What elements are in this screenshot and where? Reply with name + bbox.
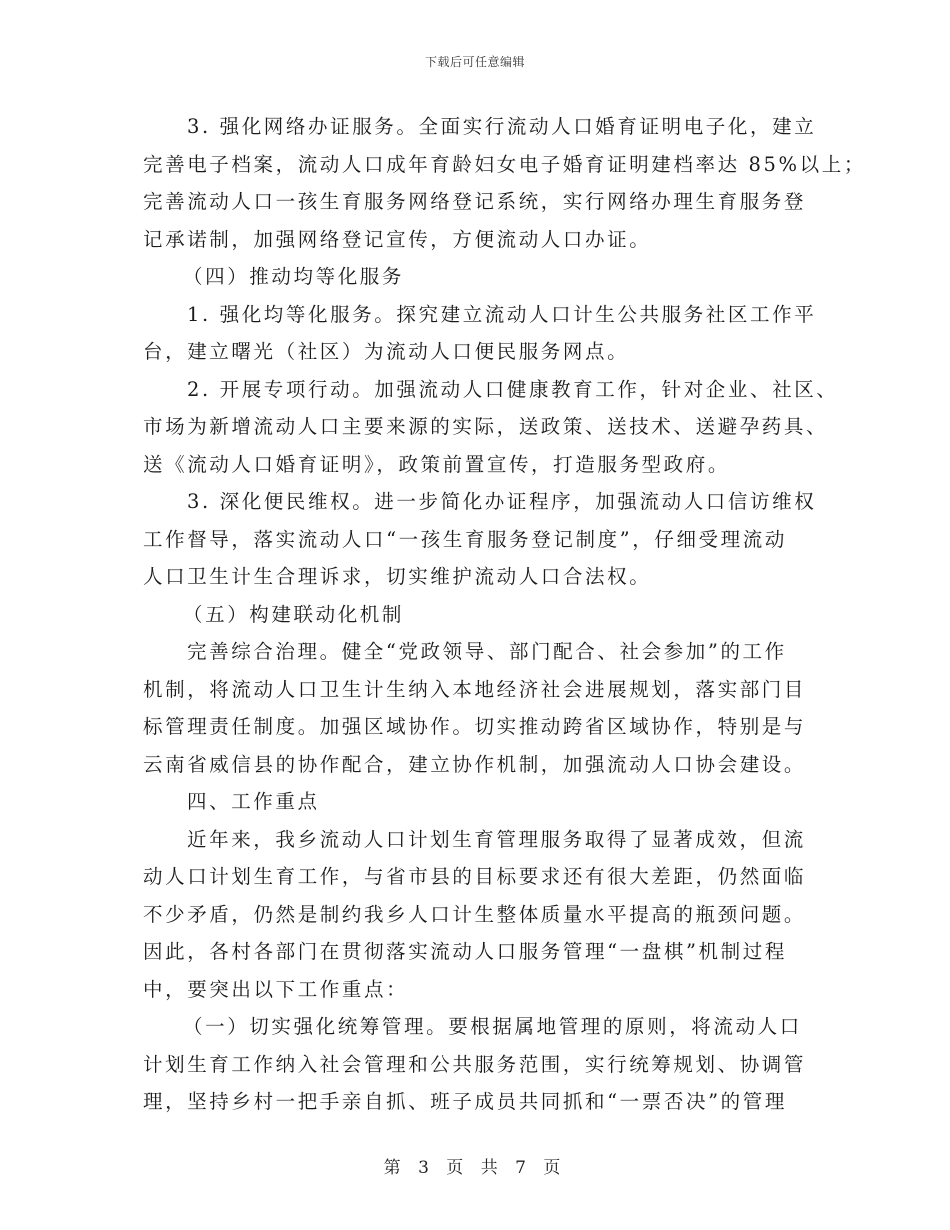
text-line: 送《流动人口婚育证明》，政策前置宣传，打造服务型政府。 <box>143 452 730 476</box>
text-line: 记承诺制，加强网络登记宣传，方便流动人口办证。 <box>143 227 652 251</box>
text-line: 理，坚持乡村一把手亲自抓、班子成员共同抓和“一票否决”的管理 <box>143 1090 787 1113</box>
text-line: 完善流动人口一孩生育服务网络登记系统，实行网络办理生育服务登 <box>143 190 807 213</box>
text-line: 完善电子档案，流动人口成年育龄妇女电子婚育证明建档率达 85%以上； <box>143 152 866 176</box>
paragraph <box>143 633 813 783</box>
text-line: 近年来，我乡流动人口计划生育管理服务取得了显著成效，但流 <box>187 827 806 851</box>
paragraph <box>143 296 817 371</box>
paragraph <box>143 821 813 1009</box>
text-line: 计划生育工作纳入社会管理和公共服务范围，实行统筹规划、协调管 <box>143 1052 807 1076</box>
text-line: 台，建立曙光（社区）为流动人口便民服务网点。 <box>143 340 630 363</box>
text-line: 云南省威信县的协作配合，建立协作机制，加强流动人口协会建设。 <box>143 752 807 776</box>
page-number: 第 3 页 共 7 页 <box>383 1158 567 1178</box>
text-line: 标管理责任制度。加强区域协作。切实推动跨省区域协作，特别是与 <box>143 715 807 738</box>
section-heading <box>143 783 813 821</box>
text-line: 四、工作重点 <box>187 790 320 813</box>
text-line: 3. 强化网络办证服务。全面实行流动人口婚育证明电子化，建立 <box>187 115 817 138</box>
text-line: 动人口计划生育工作，与省市县的目标要求还有很大差距，仍然面临 <box>143 865 807 888</box>
text-line: 人口卫生计生合理诉求，切实维护流动人口合法权。 <box>143 565 652 588</box>
paragraph <box>143 371 839 484</box>
text-line: 3. 深化便民维权。进一步简化办证程序，加强流动人口信访维权 <box>187 490 817 513</box>
section-heading <box>143 596 813 634</box>
text-line: 市场为新增流动人口主要来源的实际，送政策、送技术、送避孕药具、 <box>143 415 829 438</box>
text-line: 不少矛盾，仍然是制约我乡人口计生整体质量水平提高的瓶颈问题。 <box>143 902 807 926</box>
text-line: 1. 强化均等化服务。探究建立流动人口计生公共服务社区工作平 <box>187 302 817 326</box>
paragraph <box>143 108 866 258</box>
text-line: 机制，将流动人口卫生计生纳入本地经济社会进展规划，落实部门目 <box>143 677 807 701</box>
paragraph <box>143 483 817 596</box>
text-line: 因此，各村各部门在贯彻落实流动人口服务管理“一盘棋”机制过程 <box>143 940 787 963</box>
text-line: 完善综合治理。健全“党政领导、部门配合、社会参加”的工作 <box>187 640 787 663</box>
header-note: 下载后可任意编辑 <box>424 55 525 69</box>
text-line: 2. 开展专项行动。加强流动人口健康教育工作，针对企业、社区、 <box>187 377 839 401</box>
text-line: 中，要突出以下工作重点： <box>143 977 409 1001</box>
text-line: （一）切实强化统筹管理。要根据属地管理的原则，将流动人口 <box>183 1015 802 1038</box>
text-line: （五）构建联动化机制 <box>183 602 405 626</box>
section-heading <box>143 258 813 296</box>
text-line: 工作督导，落实流动人口“一孩生育服务登记制度”，仔细受理流动 <box>143 527 787 551</box>
text-line: （四）推动均等化服务 <box>183 265 405 288</box>
document-body <box>143 108 866 1121</box>
paragraph <box>143 1008 813 1121</box>
